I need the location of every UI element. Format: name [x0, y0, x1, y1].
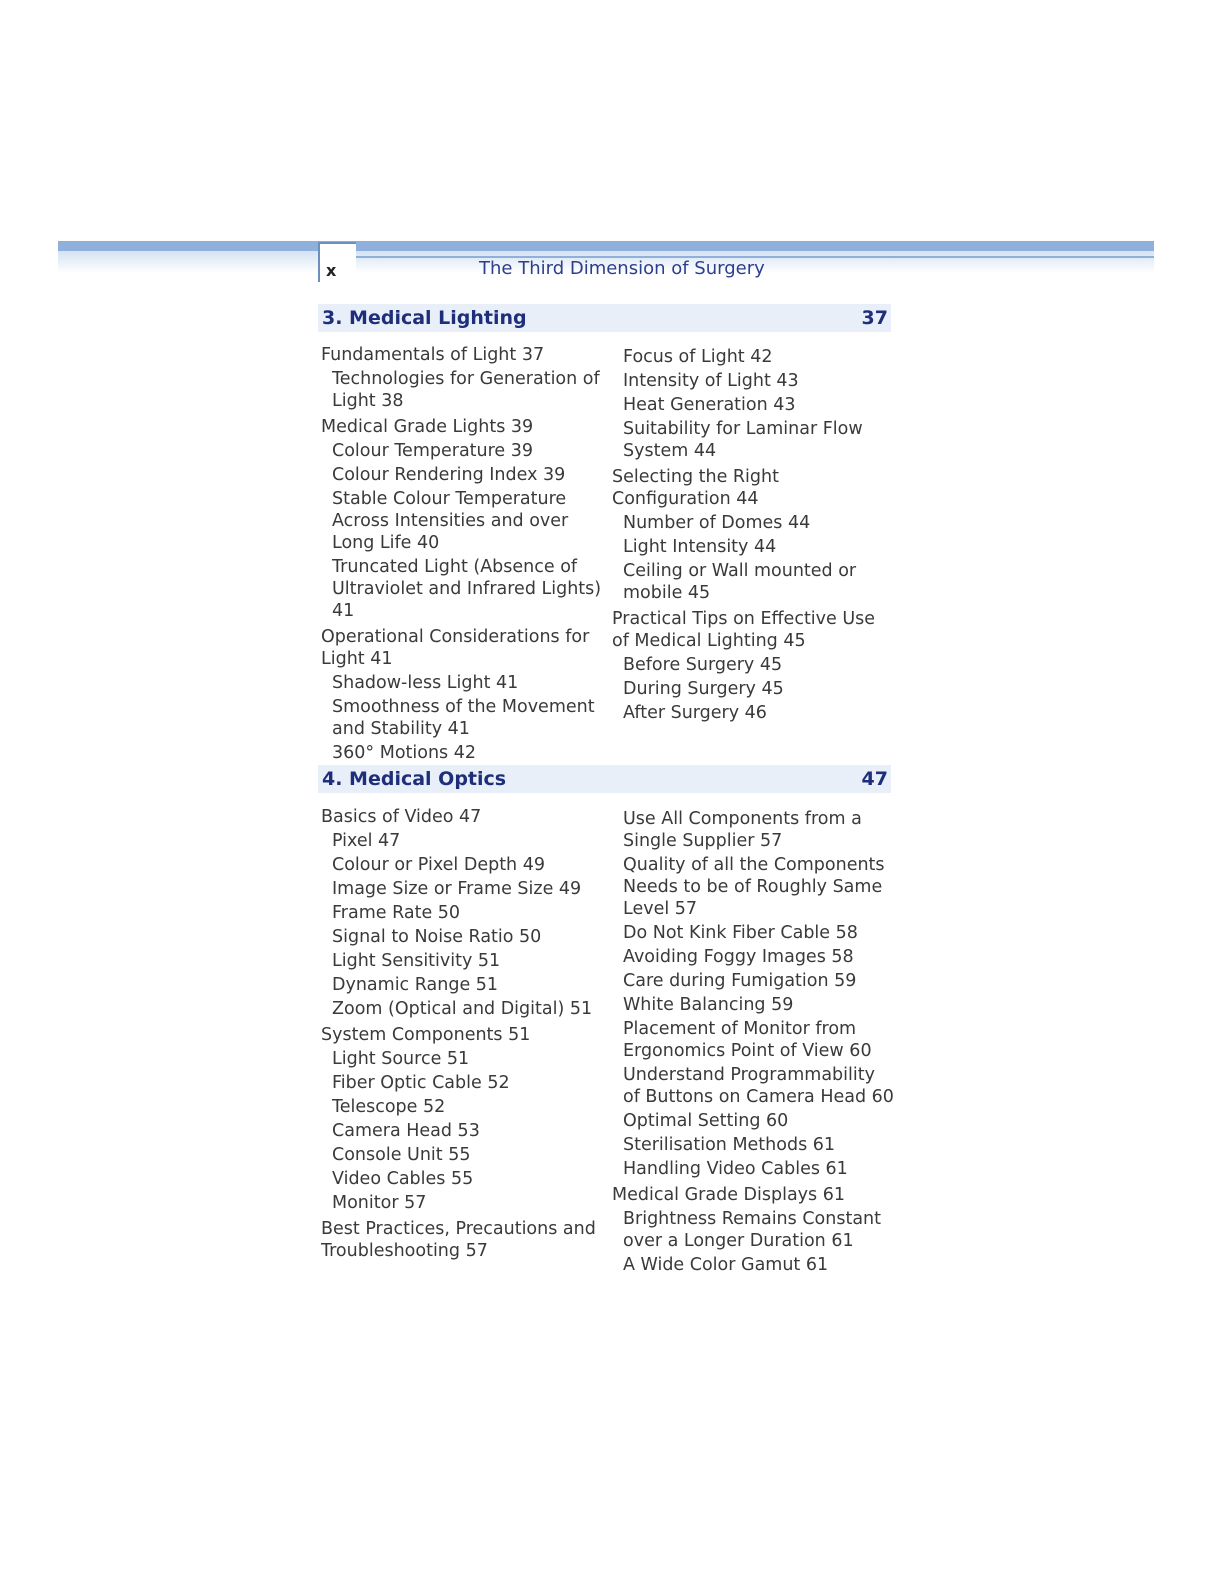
toc-column-left	[317, 806, 602, 1262]
chapter-heading-medical-lighting[interactable]	[318, 304, 891, 332]
toc-entry[interactable]: Intensity of Light 43	[623, 371, 799, 391]
toc-entry[interactable]: Understand Programmability of Buttons on Camera Head 60	[623, 1065, 894, 1107]
toc-entry[interactable]: Zoom (Optical and Digital) 51	[332, 999, 593, 1019]
toc-entry[interactable]: Best Practices, Precautions and Troubleshooting 57	[321, 1219, 596, 1261]
toc-entry[interactable]: System Components 51	[321, 1025, 531, 1045]
page-number-tab	[318, 242, 356, 282]
toc-entry[interactable]: Number of Domes 44	[623, 513, 811, 533]
toc-entry[interactable]: Placement of Monitor from Ergonomics Point of View 60	[623, 1019, 872, 1061]
toc-entry[interactable]: Light Sensitivity 51	[332, 951, 501, 971]
toc-entry[interactable]: Use All Components from a Single Supplier 57	[623, 809, 862, 851]
toc-entry[interactable]: Light Intensity 44	[623, 537, 777, 557]
toc-entry[interactable]: Medical Grade Displays 61	[612, 1185, 845, 1205]
toc-entry[interactable]: Heat Generation 43	[623, 395, 796, 415]
toc-entry[interactable]: Fundamentals of Light 37	[321, 345, 545, 365]
toc-entry[interactable]: Selecting the Right Configuration 44	[612, 467, 779, 509]
toc-entry[interactable]: Camera Head 53	[332, 1121, 480, 1141]
chapter-title: 3. Medical Lighting	[322, 307, 527, 329]
toc-entry[interactable]: Fiber Optic Cable 52	[332, 1073, 510, 1093]
toc-entry[interactable]: Light Source 51	[332, 1049, 470, 1069]
toc-entry[interactable]: Technologies for Generation of Light 38	[332, 369, 600, 411]
toc-entry[interactable]: Image Size or Frame Size 49	[332, 879, 582, 899]
toc-entry[interactable]: Ceiling or Wall mounted or mobile 45	[623, 561, 857, 603]
toc-entry[interactable]: Optimal Setting 60	[623, 1111, 789, 1131]
toc-entry[interactable]: Basics of Video 47	[321, 807, 482, 827]
toc-entry[interactable]: Practical Tips on Effective Use of Medical Lighting 45	[612, 609, 876, 651]
toc-entry[interactable]: Colour Rendering Index 39	[332, 465, 566, 485]
toc-entry[interactable]: Medical Grade Lights 39	[321, 417, 534, 437]
toc-entry[interactable]: Brightness Remains Constant over a Longer Duration 61	[623, 1209, 881, 1251]
toc-entry[interactable]: After Surgery 46	[623, 703, 767, 723]
toc-entry[interactable]: Quality of all the Components Needs to be of Roughly Same Level 57	[623, 855, 885, 919]
toc-entry[interactable]: Console Unit 55	[332, 1145, 471, 1165]
toc-entry[interactable]: Frame Rate 50	[332, 903, 461, 923]
page-number: x	[326, 261, 337, 280]
toc-entry[interactable]: Video Cables 55	[332, 1169, 474, 1189]
toc-entry[interactable]: Focus of Light 42	[623, 347, 773, 367]
toc-entry[interactable]: Signal to Noise Ratio 50	[332, 927, 542, 947]
toc-entry[interactable]: Smoothness of the Movement and Stability 41	[332, 697, 595, 739]
toc-entry[interactable]: Dynamic Range 51	[332, 975, 499, 995]
toc-column-left	[317, 344, 602, 764]
toc-column-right	[612, 344, 897, 724]
chapter-page: 47	[861, 768, 888, 790]
toc-entry[interactable]: Colour or Pixel Depth 49	[332, 855, 545, 875]
toc-entry[interactable]: Pixel 47	[332, 831, 401, 851]
toc-column-right	[612, 806, 897, 1276]
toc-entry[interactable]: Telescope 52	[332, 1097, 446, 1117]
toc-entry[interactable]: Colour Temperature 39	[332, 441, 534, 461]
header-band	[58, 241, 1154, 251]
toc-entry[interactable]: Before Surgery 45	[623, 655, 783, 675]
toc-entry[interactable]: 360° Motions 42	[332, 743, 476, 763]
toc-entry[interactable]: Stable Colour Temperature Across Intensities and over Long Life 40	[332, 489, 569, 553]
chapter-heading-medical-optics[interactable]	[318, 765, 891, 793]
toc-entry[interactable]: Do Not Kink Fiber Cable 58	[623, 923, 858, 943]
toc-entry[interactable]: During Surgery 45	[623, 679, 784, 699]
toc-entry[interactable]: Avoiding Foggy Images 58	[623, 947, 854, 967]
toc-entry[interactable]: Operational Considerations for Light 41	[321, 627, 590, 669]
toc-entry[interactable]: A Wide Color Gamut 61	[623, 1255, 829, 1275]
running-title: The Third Dimension of Surgery	[479, 258, 765, 279]
toc-entry[interactable]: Shadow-less Light 41	[332, 673, 519, 693]
toc-entry[interactable]: White Balancing 59	[623, 995, 794, 1015]
toc-entry[interactable]: Care during Fumigation 59	[623, 971, 857, 991]
toc-entry[interactable]: Suitability for Laminar Flow System 44	[623, 419, 863, 461]
toc-entry[interactable]: Handling Video Cables 61	[623, 1159, 848, 1179]
toc-entry[interactable]: Monitor 57	[332, 1193, 427, 1213]
toc-entry[interactable]: Truncated Light (Absence of Ultraviolet and Infrared Lights) 41	[332, 557, 602, 621]
chapter-page: 37	[861, 307, 888, 329]
toc-entry[interactable]: Sterilisation Methods 61	[623, 1135, 836, 1155]
chapter-title: 4. Medical Optics	[322, 768, 507, 790]
